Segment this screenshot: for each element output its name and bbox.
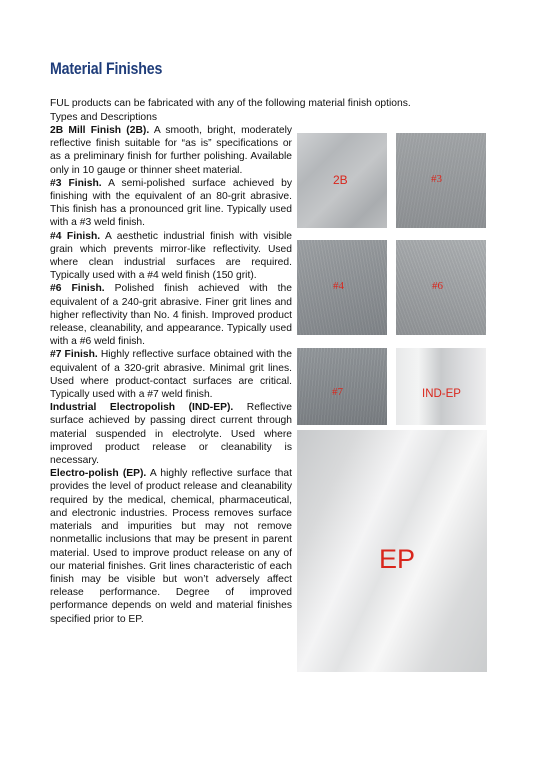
swatch-label: #7 bbox=[332, 386, 343, 398]
swatch-6-image bbox=[396, 240, 486, 335]
finish-4 bbox=[50, 230, 292, 283]
finish-description: A smooth, bright, moderately reflective finish suitable for “as is” specifications or as a preliminary finish for further polishing. Available only in 10 gauge or thinner sheet material. bbox=[50, 125, 293, 176]
finish-name: #4 Finish. bbox=[50, 230, 101, 242]
swatch-4-image bbox=[297, 240, 387, 335]
finish-7 bbox=[50, 348, 292, 401]
finish-description: Polished finish achieved with the equivalent of a 240-grit abrasive. Finer grit lines and higher reflectivity than No. 4 finish. Improved product release, cleanability, and appearance. Typically used with a #6 weld finish. bbox=[50, 283, 293, 348]
swatch-label: IND-EP bbox=[422, 388, 461, 400]
swatch-label: 2B bbox=[333, 173, 348, 187]
swatch-7-image bbox=[297, 348, 387, 425]
finish-name: 2B Mill Finish (2B). bbox=[50, 125, 150, 136]
finish-descriptions bbox=[50, 124, 292, 626]
finish-ep bbox=[50, 467, 292, 625]
finish-name: Industrial Electropolish (IND-EP). bbox=[50, 402, 234, 414]
finish-name: #6 Finish. bbox=[50, 283, 105, 295]
finish-description: A highly reflective surface that provides the level of product release and cleanability required by the medical, chemical, pharmaceutical, and electronic industries. Process removes surface materials and impurities but may not remove nonmetallic inclusions that may be present in parent material. Used to improve product release on any of our material finishes. Grit lines characteristic of each finish may be visible but won’t adversely affect release performance. Degree of improved performance depends on weld and material finishes specified prior to EP. bbox=[50, 468, 292, 625]
section-subheading: Types and Descriptions bbox=[50, 112, 158, 123]
finish-description: Reflective surface achieved by passing direct current through material suspended in electrolyte. Used where improved product release or cleanability is necessary. bbox=[50, 402, 292, 467]
finish-name: Electro-polish (EP). bbox=[50, 468, 147, 480]
finish-6 bbox=[50, 282, 292, 348]
finish-description: A semi-polished surface achieved by finishing with the equivalent of an 80-grit abrasive. This finish has a pronounced grit line. Typically used with a #3 weld finish. bbox=[50, 177, 293, 229]
finish-ind-ep bbox=[50, 401, 292, 467]
swatch-label: #3 bbox=[431, 173, 442, 185]
swatch-label: EP bbox=[379, 544, 416, 574]
swatch-label: #6 bbox=[432, 280, 443, 292]
swatch-label: #4 bbox=[333, 280, 344, 292]
finish-3 bbox=[50, 177, 292, 230]
finish-name: #3 Finish. bbox=[50, 177, 102, 189]
swatch-3-image bbox=[396, 133, 486, 228]
swatch-2b-image bbox=[297, 133, 387, 228]
swatch-ind-ep-image bbox=[396, 348, 486, 425]
finish-description: Highly reflective surface obtained with the equivalent of a 320-grit abrasive. Minimal grit lines. Used where product-contact surfaces are critical. Typically used with a #7 weld finish. bbox=[50, 349, 292, 401]
finish-description: A aesthetic industrial finish with visible grain which prevents mirror-like reflectivity. Used where clean industrial surfaces are required. Typically used with a #4 weld finish (150 grit). bbox=[50, 230, 293, 282]
intro-text: FUL products can be fabricated with any of the following material finish options. bbox=[50, 98, 411, 109]
swatch-ep-image bbox=[297, 430, 487, 672]
finish-name: #7 Finish. bbox=[50, 349, 98, 361]
finish-2b bbox=[50, 124, 292, 177]
page-title: Material Finishes bbox=[50, 60, 163, 78]
